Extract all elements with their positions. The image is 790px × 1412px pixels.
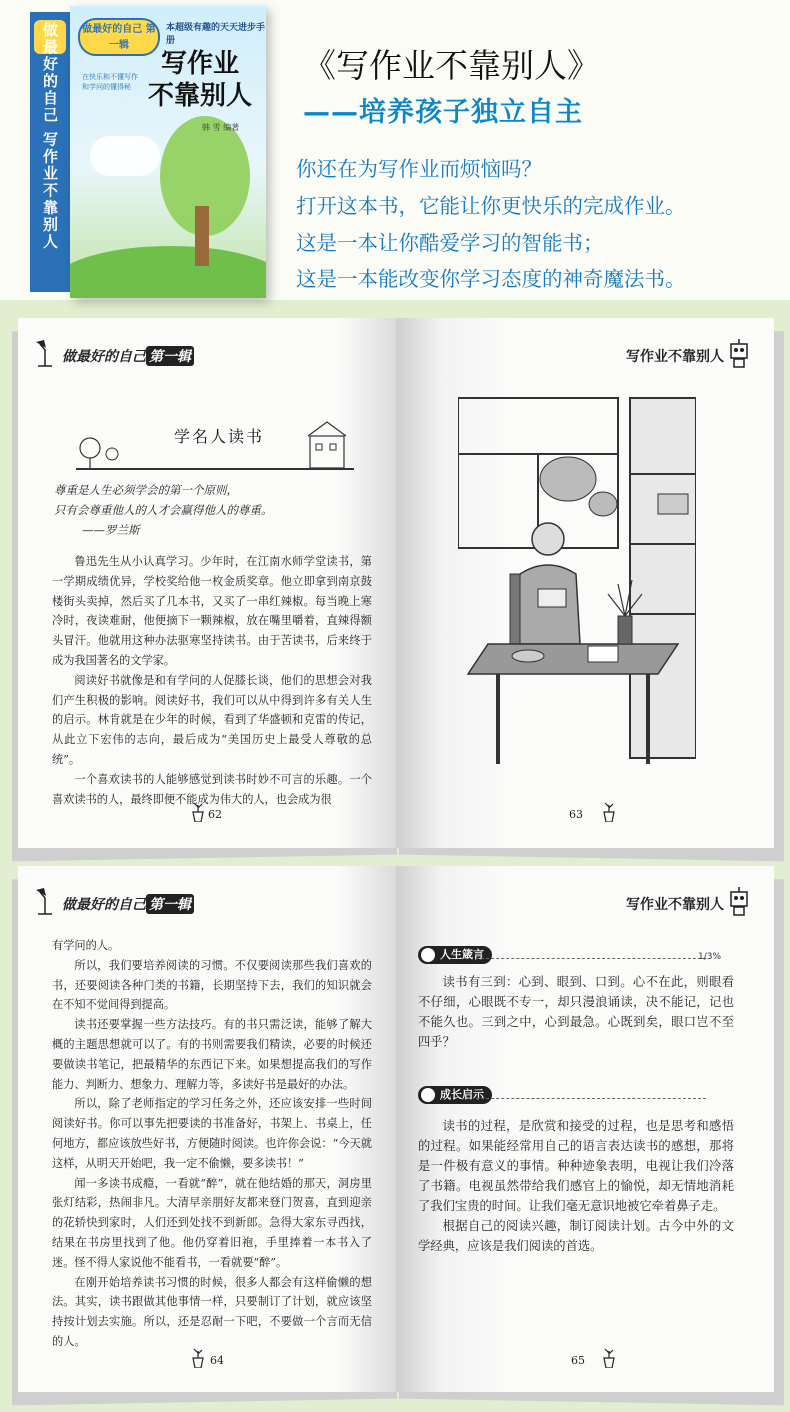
page-number: 63	[569, 808, 583, 821]
motto-section-label	[418, 946, 492, 964]
plant-pot-icon	[601, 802, 617, 822]
paragraph: 一个喜欢读书的人能够感觉到读书时妙不可言的乐趣。一个喜欢读书的人，最终即便不能成为伟大的人，也会成为很	[52, 772, 372, 806]
growth-label-text: 成长启示	[440, 1088, 484, 1101]
page-number: 62	[208, 808, 222, 821]
reading-man-illustration	[458, 394, 696, 764]
header-series: 做最好的自己	[62, 897, 146, 913]
section-divider	[476, 1098, 706, 1099]
paragraph: 读书还要掌握一些方法技巧。有的书只需泛读，能够了解大概的主题思想就可以了。有的书则需要我们精读，必要的时候还要做读书笔记，把最精华的东西记下来。如果想提高我们的写作能力、判断力、想象力、理解力等，多读好书是最好的办法。	[52, 1018, 372, 1091]
spine-text: 做最好的自己 写作业不靠别人	[41, 22, 59, 251]
cover-slogan: 本超级有趣的天天进步手册	[166, 23, 266, 46]
paragraph: 阅读好书就像是和有学问的人促膝长谈，他们的思想会对我们产生积极的影响。阅读好书，我们可以从中得到许多有关人生的启示。林肯就是在少年的时候，看到了华盛顿和克雷的传记，从此立下宏伟的志向，最后成为“美国历史上最受人尊敬的总统”。	[52, 673, 372, 766]
header-volume: 第一辑	[146, 346, 194, 366]
paragraph: 所以，我们要培养阅读的习惯。不仅要阅读那些我们喜欢的书，还要阅读各种门类的书籍，长期坚持下去，我们的知识就会在不知不觉间得到提高。	[52, 958, 372, 1012]
page-number: 65	[571, 1354, 585, 1367]
house-icon	[304, 418, 354, 468]
book-spread-2	[18, 866, 776, 1392]
page-header: 写作业不靠别人	[626, 897, 724, 913]
paragraph: 所以，除了老师指定的学习任务之外，还应该安排一些时间阅读好书。你可以事先把要读的书准备好，书架上、书桌上，任何地方，都应该放些好书，方便随时阅读。也许你会说：“今天就这样，从明天开始吧，我一定不偷懒，要多读书！”	[52, 1097, 372, 1170]
banner-tagline-2: 打开这本书，它能让你更快乐的完成作业。	[296, 194, 686, 218]
paragraph: 读书有三到：心到、眼到、口到。心不在此，则眼看不仔细，心眼既不专一，却只漫浪诵读，决不能记，记也不能久也。三到之中，心到最急。心既到矣，眼口岂不至四乎？	[418, 975, 734, 1049]
robot-icon	[728, 338, 750, 368]
body-text	[52, 936, 372, 1352]
page-header	[62, 894, 194, 914]
banner-tagline-4: 这是一本能改变你学习态度的神奇魔法书。	[296, 267, 686, 291]
quote-line-2: 只有会尊重他人的人才会赢得他人的尊重。	[54, 503, 273, 517]
motto-label-text: 人生箴言	[440, 948, 484, 961]
quote-line-1: 尊重是人生必须学会的第一个原则，	[54, 483, 238, 497]
book-spine	[30, 12, 70, 292]
paragraph: 闻一多读书成瘾，一看就“醉”，就在他结婚的那天，洞房里张灯结彩，热闹非凡。大清早亲朋好友都来登门贺喜，直到迎亲的花轿快到家时，人们还到处找不到新郎。急得大家东寻西找，结果在书房里找到了他。他仍穿着旧袍，手里捧着一本书入了迷。怪不得人家说他不能看书，一看就要“醉”。	[52, 1176, 372, 1269]
page-62	[18, 318, 396, 848]
section-divider	[476, 958, 706, 959]
motto-text	[418, 972, 734, 1052]
chapter-heading	[76, 418, 354, 470]
header-series: 做最好的自己	[62, 349, 146, 365]
robot-icon	[728, 886, 750, 916]
growth-section-label	[418, 1086, 492, 1104]
motto-percent: 1/3%	[698, 952, 722, 962]
quote-attribution: ——罗兰斯	[82, 523, 140, 537]
banner-tagline-3: 这是一本让你酷爱学习的智能书；	[296, 231, 604, 255]
cover-title	[148, 48, 252, 112]
page-63	[396, 318, 774, 848]
cover-title-line2: 不靠别人	[148, 81, 253, 111]
page-number: 64	[210, 1354, 224, 1367]
page-header: 写作业不靠别人	[626, 349, 724, 365]
cover-series-badge: 做最好的自己 第一辑	[78, 18, 160, 56]
page-65	[396, 866, 774, 1392]
plant-pot-icon	[190, 802, 206, 822]
paragraph: 有学问的人。	[52, 939, 120, 952]
face-icon	[421, 1088, 435, 1102]
paragraph: 在刚开始培养读书习惯的时候，很多人都会有这样偷懒的想法。其实，读书跟做其他事情一样，只要制订了计划，就应该坚持按计划去实施。所以，还是忍耐一下吧，不要做一个言而无信的人。	[52, 1275, 372, 1348]
paragraph: 鲁迅先生从小认真学习。少年时，在江南水师学堂读书，第一学期成绩优异，学校奖给他一枚金质奖章。他立即拿到南京鼓楼街头卖掉，然后买了几本书，又买了一串红辣椒。每当晚上寒冷时，夜读难耐，他便摘下一颗辣椒，放在嘴里嚼着，直辣得额头冒汗。他就用这种办法驱寒坚持读书。由于苦读书，后来终于成为我国著名的文学家。	[52, 555, 372, 667]
page-header	[62, 346, 194, 366]
page-64	[18, 866, 396, 1392]
body-text	[52, 552, 372, 809]
cover-tree-trunk	[195, 206, 209, 266]
paragraph: 读书的过程，是欣赏和接受的过程，也是思考和感悟的过程。如果能经常用自己的语言表达读书的感想，那将是一件极有意义的事情。种种迹象表明，电视让我们冷落了书籍。电视虽然带给我们感官上的愉悦，却无情地消耗了我们宝贵的时间。让我们毫无意识地被它牵着鼻子走。	[418, 1119, 734, 1213]
lamp-icon	[34, 886, 56, 916]
chapter-title: 学名人读书	[174, 427, 265, 446]
cover-title-line1: 写作业	[161, 49, 240, 79]
banner-title: 《写作业不靠别人》	[303, 46, 600, 85]
plant-pot-icon	[601, 1348, 617, 1368]
book-cover	[70, 6, 266, 298]
cover-author: 韩 雪 编著	[202, 123, 240, 132]
header-volume: 第一辑	[146, 894, 194, 914]
cover-hill-illustration	[70, 246, 266, 298]
face-icon	[421, 948, 435, 962]
paragraph: 根据自己的阅读兴趣，制订阅读计划。古今中外的文学经典，应该是我们阅读的首选。	[418, 1219, 734, 1253]
banner-tagline-1: 你还在为写作业而烦恼吗？	[296, 157, 542, 181]
tree-icon	[76, 434, 126, 468]
lamp-icon	[34, 338, 56, 368]
book-spread-1	[18, 318, 776, 848]
promo-banner	[0, 0, 790, 300]
cover-cloud-illustration	[90, 136, 160, 176]
banner-subtitle: ——培养孩子独立自主	[303, 97, 583, 128]
growth-text	[418, 1116, 734, 1256]
plant-pot-icon	[190, 1348, 206, 1368]
cover-small-text: 在快乐和不懂写作 和学问的懂得秘	[82, 73, 138, 91]
